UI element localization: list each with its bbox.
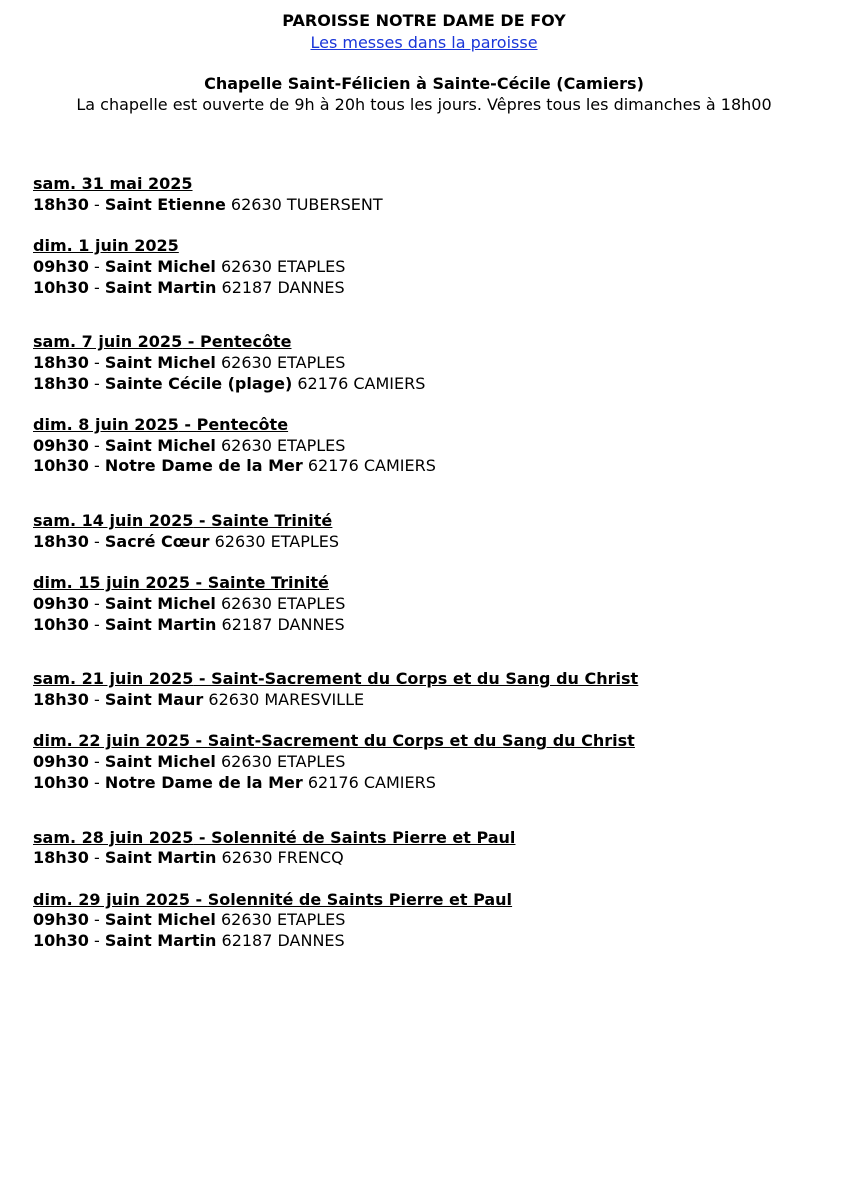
mass-time: 09h30 (33, 435, 89, 455)
day-date: dim. 15 juin 2025 (33, 573, 190, 593)
day-date: dim. 1 juin 2025 (33, 236, 179, 256)
day-separator: - (182, 332, 200, 352)
day-date: sam. 31 mai 2025 (33, 174, 193, 193)
mass-dash: - (88, 752, 105, 772)
mass-entry (33, 910, 833, 931)
day-block (33, 511, 833, 552)
mass-dash: - (88, 772, 105, 792)
mass-church: Notre Dame de la Mer (104, 772, 303, 792)
mass-place: 62630 ETAPLES (215, 910, 346, 930)
mass-church: Saint Michel (104, 256, 216, 276)
day-date: dim. 22 juin 2025 (33, 731, 196, 751)
day-spacer (33, 215, 833, 236)
mass-entry (33, 773, 833, 794)
day-spacer (33, 553, 833, 574)
mass-dash: - (88, 256, 105, 276)
mass-dash: - (88, 931, 105, 951)
day-heading (33, 415, 833, 436)
mass-time: 10h30 (33, 772, 89, 792)
mass-place: 62630 FRENCQ (216, 848, 344, 868)
day-spacer (33, 711, 833, 732)
week-spacer (33, 477, 833, 511)
day-heading (33, 828, 833, 849)
mass-time: 09h30 (33, 593, 89, 613)
day-heading (33, 511, 833, 532)
day-separator: - (178, 415, 197, 434)
mass-place: 62630 ETAPLES (215, 752, 346, 772)
day-heading (33, 573, 833, 594)
mass-place: 62187 DANNES (216, 277, 345, 297)
day-feast: Saint-Sacrement du Corps et du Sang du Christ (207, 731, 635, 751)
mass-entry (33, 931, 833, 952)
day-separator: - (189, 573, 208, 593)
mass-place: 62630 MARESVILLE (203, 690, 365, 710)
day-block (33, 669, 833, 710)
mass-church: Saint Michel (104, 910, 216, 930)
day-date: dim. 8 juin 2025 (33, 415, 179, 434)
mass-entry (33, 690, 833, 711)
mass-church: Saint Martin (104, 931, 217, 951)
day-block (33, 573, 833, 635)
mass-dash: - (88, 690, 105, 710)
day-heading (33, 174, 833, 195)
mass-dash: - (88, 614, 105, 634)
mass-time: 18h30 (33, 373, 89, 393)
mass-place: 62176 CAMIERS (292, 373, 426, 393)
mass-church: Saint Michel (104, 435, 216, 455)
day-date: sam. 7 juin 2025 (33, 332, 183, 352)
mass-place: 62187 DANNES (216, 614, 345, 634)
mass-entry (33, 532, 833, 553)
mass-entry (33, 374, 833, 395)
day-separator: - (193, 511, 212, 531)
week-spacer (33, 635, 833, 669)
day-heading (33, 236, 833, 257)
chapel-info: La chapelle est ouverte de 9h à 20h tous les jours. Vêpres tous les dimanches à 18h00 (76, 95, 772, 114)
mass-church: Saint Martin (104, 614, 217, 634)
mass-place: 62630 ETAPLES (215, 352, 346, 372)
day-block (33, 415, 833, 477)
mass-church: Sainte Cécile (plage) (104, 373, 293, 393)
day-block (33, 332, 833, 394)
mass-dash: - (88, 593, 105, 613)
mass-time: 18h30 (33, 690, 89, 710)
mass-place: 62176 CAMIERS (302, 456, 436, 476)
mass-church: Saint Etienne (104, 194, 226, 214)
mass-church: Saint Michel (104, 593, 216, 613)
day-block (33, 731, 833, 793)
mass-church: Saint Martin (104, 848, 217, 868)
masses-link[interactable]: Les messes dans la paroisse (310, 33, 538, 52)
mass-time: 18h30 (33, 531, 89, 551)
mass-church: Saint Michel (104, 752, 216, 772)
chapel-name: Chapelle Saint-Félicien à Sainte-Cécile (Camiers) (204, 74, 644, 93)
mass-dash: - (88, 373, 105, 393)
mass-time: 09h30 (33, 752, 89, 772)
mass-place: 62630 ETAPLES (209, 531, 340, 551)
day-separator: - (189, 889, 208, 909)
day-block (33, 828, 833, 869)
day-date: dim. 29 juin 2025 (33, 889, 190, 909)
day-date: sam. 14 juin 2025 (33, 511, 194, 531)
day-spacer (33, 869, 833, 890)
mass-entry (33, 195, 833, 216)
day-heading (33, 669, 833, 690)
mass-schedule (33, 174, 833, 952)
mass-time: 18h30 (33, 194, 89, 214)
day-separator: - (193, 669, 212, 689)
page-header (0, 10, 848, 115)
mass-dash: - (88, 352, 105, 372)
mass-time: 10h30 (33, 277, 89, 297)
day-feast: Pentecôte (196, 415, 289, 434)
day-date: sam. 28 juin 2025 (33, 827, 194, 847)
day-feast: Solennité de Saints Pierre et Paul (211, 827, 516, 847)
mass-dash: - (88, 456, 105, 476)
mass-place: 62630 ETAPLES (215, 435, 346, 455)
day-heading (33, 332, 833, 353)
day-separator: - (193, 827, 212, 847)
day-spacer (33, 394, 833, 415)
mass-entry (33, 848, 833, 869)
mass-dash: - (88, 848, 105, 868)
mass-entry (33, 257, 833, 278)
mass-church: Saint Martin (104, 277, 217, 297)
mass-dash: - (88, 910, 105, 930)
day-feast: Sainte Trinité (211, 511, 333, 531)
mass-entry (33, 752, 833, 773)
day-heading (33, 731, 833, 752)
day-feast: Pentecôte (199, 332, 292, 352)
mass-dash: - (88, 435, 105, 455)
mass-church: Saint Michel (104, 352, 216, 372)
mass-dash: - (88, 194, 105, 214)
mass-entry (33, 456, 833, 477)
mass-church: Saint Maur (104, 690, 204, 710)
mass-entry (33, 594, 833, 615)
day-block (33, 236, 833, 298)
mass-dash: - (88, 277, 105, 297)
week-spacer (33, 298, 833, 332)
day-feast: Sainte Trinité (207, 573, 329, 593)
mass-time: 10h30 (33, 614, 89, 634)
mass-church: Notre Dame de la Mer (104, 456, 303, 476)
mass-entry (33, 615, 833, 636)
mass-place: 62187 DANNES (216, 931, 345, 951)
mass-dash: - (88, 531, 105, 551)
mass-time: 18h30 (33, 352, 89, 372)
mass-place: 62630 ETAPLES (215, 593, 346, 613)
mass-place: 62176 CAMIERS (302, 772, 436, 792)
mass-time: 09h30 (33, 256, 89, 276)
mass-time: 09h30 (33, 910, 89, 930)
day-separator: - (195, 731, 208, 751)
mass-place: 62630 TUBERSENT (225, 194, 383, 214)
mass-place: 62630 ETAPLES (215, 256, 346, 276)
day-block (33, 174, 833, 215)
day-block (33, 890, 833, 952)
mass-time: 10h30 (33, 931, 89, 951)
parish-title: PAROISSE NOTRE DAME DE FOY (282, 11, 566, 30)
day-feast: Saint-Sacrement du Corps et du Sang du Christ (211, 669, 639, 689)
mass-time: 18h30 (33, 848, 89, 868)
mass-entry (33, 278, 833, 299)
mass-entry (33, 436, 833, 457)
day-date: sam. 21 juin 2025 (33, 669, 194, 689)
mass-time: 10h30 (33, 456, 89, 476)
day-heading (33, 890, 833, 911)
mass-church: Sacré Cœur (104, 531, 210, 551)
week-spacer (33, 794, 833, 828)
mass-entry (33, 353, 833, 374)
day-feast: Solennité de Saints Pierre et Paul (207, 889, 513, 909)
